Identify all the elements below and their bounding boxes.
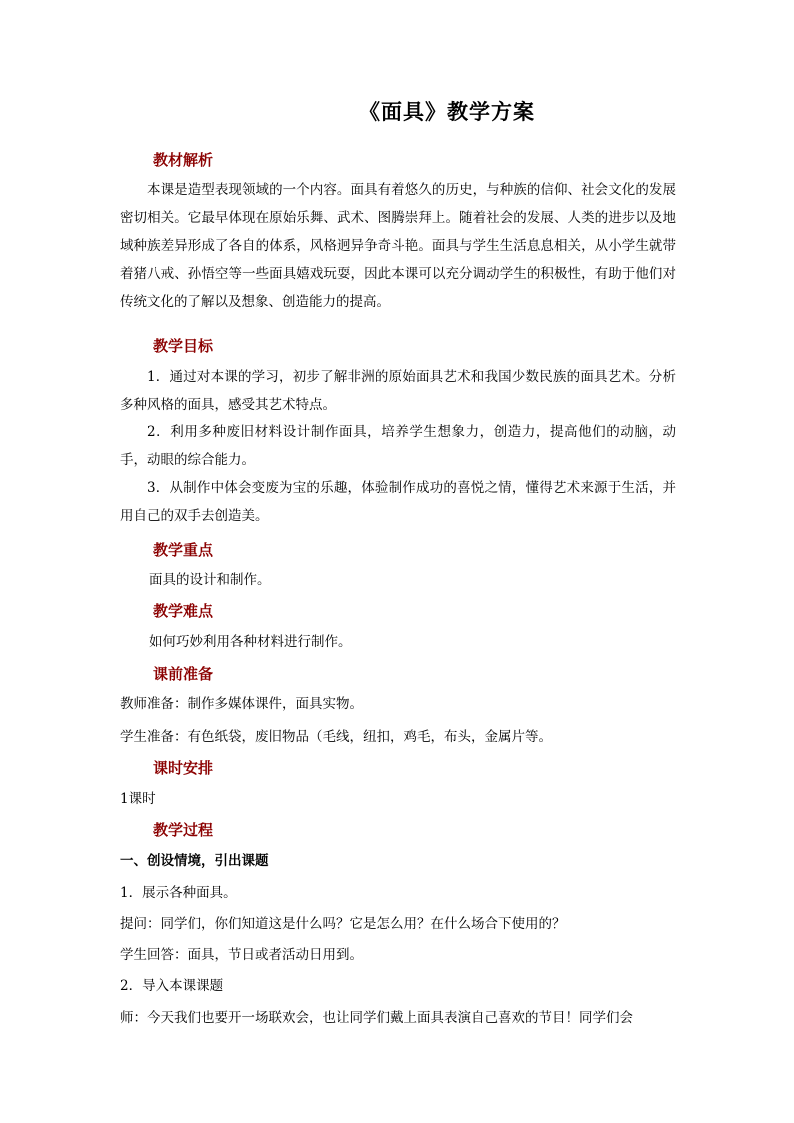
section-heading-difficulties: 教学难点	[153, 602, 214, 620]
student-preparation: 学生准备：有色纸袋，废旧物品（毛线，纽扣，鸡毛，布头，金属片等。	[120, 729, 552, 745]
teacher-question: 提问：同学们，你们知道这是什么吗？它是怎么用？在什么场合下使用的？	[120, 916, 566, 932]
teacher-line: 师：今天我们也要开一场联欢会，也让同学们戴上面具表演自己喜欢的节目！同学们会	[120, 1010, 633, 1026]
section-heading-schedule: 课时安排	[153, 759, 214, 777]
teacher-preparation: 教师准备：制作多媒体课件，面具实物。	[120, 696, 363, 712]
process-step1-item1: 1．展示各种面具。	[120, 885, 237, 901]
student-answer: 学生回答：面具，节日或者活动日用到。	[120, 947, 363, 963]
schedule-text: 1课时	[120, 791, 156, 807]
document-title: 《面具》教学方案	[359, 99, 535, 124]
process-step1-title: 一、创设情境，引出课题	[120, 853, 269, 869]
goal-item-2: 2．利用多种废旧材料设计制作面具，培养学生想象力，创造力，提高他们的动脑，动手，动眼的综合能力。	[120, 424, 676, 468]
difficulties-text: 如何巧妙利用各种材料进行制作。	[149, 634, 352, 650]
goal-item-1: 1．通过对本课的学习，初步了解非洲的原始面具艺术和我国少数民族的面具艺术。分析多种风格的面具，感受其艺术特点。	[120, 369, 676, 413]
section-heading-process: 教学过程	[153, 821, 214, 839]
key-points-text: 面具的设计和制作。	[149, 572, 271, 588]
analysis-paragraph: 本课是造型表现领域的一个内容。面具有着悠久的历史，与种族的信仰、社会文化的发展密切相关。它最早体现在原始乐舞、武术、图腾崇拜上。随着社会的发展、人类的进步以及地域种族差异形成了各自的体系，风格迥异争奇斗艳。面具与学生生活息息相关，从小学生就带着猪八戒、孙悟空等一些面具嬉戏玩耍，因此本课可以充分调动学生的积极性，有助于他们对传统文化的了解以及想象、创造能力的提高。	[120, 182, 676, 310]
section-heading-goals: 教学目标	[153, 337, 214, 355]
section-heading-preparation: 课前准备	[153, 665, 214, 683]
goal-item-3: 3．从制作中体会变废为宝的乐趣，体验制作成功的喜悦之情，懂得艺术来源于生活，并用自己的双手去创造美。	[120, 480, 676, 524]
section-heading-key-points: 教学重点	[153, 541, 214, 559]
section-heading-analysis: 教材解析	[153, 151, 214, 169]
process-step1-item2: 2．导入本课课题	[120, 978, 224, 994]
